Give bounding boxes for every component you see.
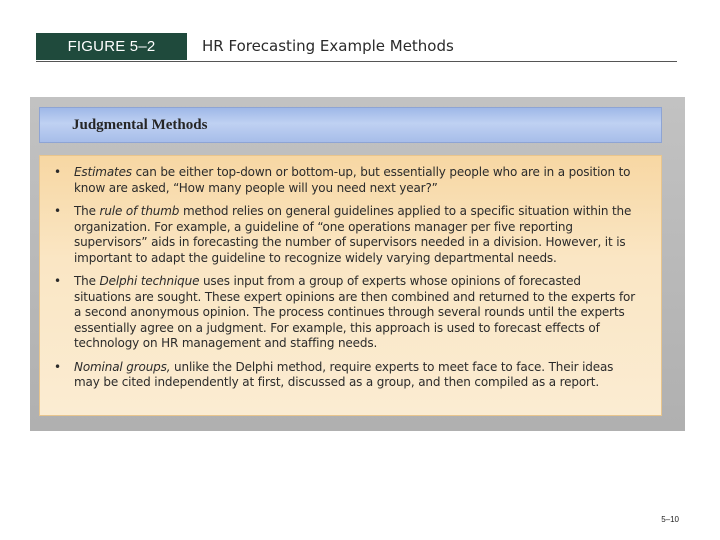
method-description: uses input from a group of experts whose opinions of forecasted situations are sought. These expert opinions are then combined and returned to the experts for a second anonymous opinion. The process continues through several rounds until the experts essentially agree on a judgment. For example, this approach is used to forecast effects of technology on HR management and staffing needs. <box>74 274 635 350</box>
title-divider <box>36 61 677 62</box>
method-term: rule of thumb <box>99 204 180 218</box>
method-lead: The <box>74 204 100 218</box>
method-term: Nominal groups, <box>74 359 171 374</box>
panel-body <box>39 155 662 416</box>
methods-list <box>40 165 661 399</box>
panel-header <box>39 107 662 143</box>
method-term: Delphi technique <box>99 274 200 288</box>
figure-label: FIGURE 5–2 <box>36 33 187 60</box>
method-description: method relies on general guidelines applied to a specific situation within the organization. For example, a guideline of “one operations manager per five reporting supervisors” aids in forecasting the number of supervisors needed in a division. However, it is important to adapt the guideline to recognize widely varying departmental needs. <box>74 204 632 265</box>
method-lead: The <box>74 274 100 288</box>
method-term: Estimates <box>74 165 132 179</box>
bullet-icon: • <box>54 274 61 288</box>
bullet-icon: • <box>54 359 61 374</box>
method-item-nominal-groups <box>40 360 661 391</box>
figure-title: HR Forecasting Example Methods <box>202 37 454 55</box>
method-description: can be either top-down or bottom-up, but essentially people who are in a position to know are asked, “How many people will you need next year?” <box>74 165 631 195</box>
bullet-icon: • <box>54 204 61 218</box>
panel-heading: Judgmental Methods <box>72 117 208 133</box>
method-item-estimates <box>40 165 661 196</box>
method-item-delphi <box>40 274 661 352</box>
method-description: unlike the Delphi method, require experts to meet face to face. Their ideas may be cited independently at first, discussed as a group, and then compiled as a report. <box>74 359 614 389</box>
bullet-icon: • <box>54 165 61 179</box>
method-item-rule-of-thumb <box>40 204 661 266</box>
page-number: 5–10 <box>661 515 679 524</box>
